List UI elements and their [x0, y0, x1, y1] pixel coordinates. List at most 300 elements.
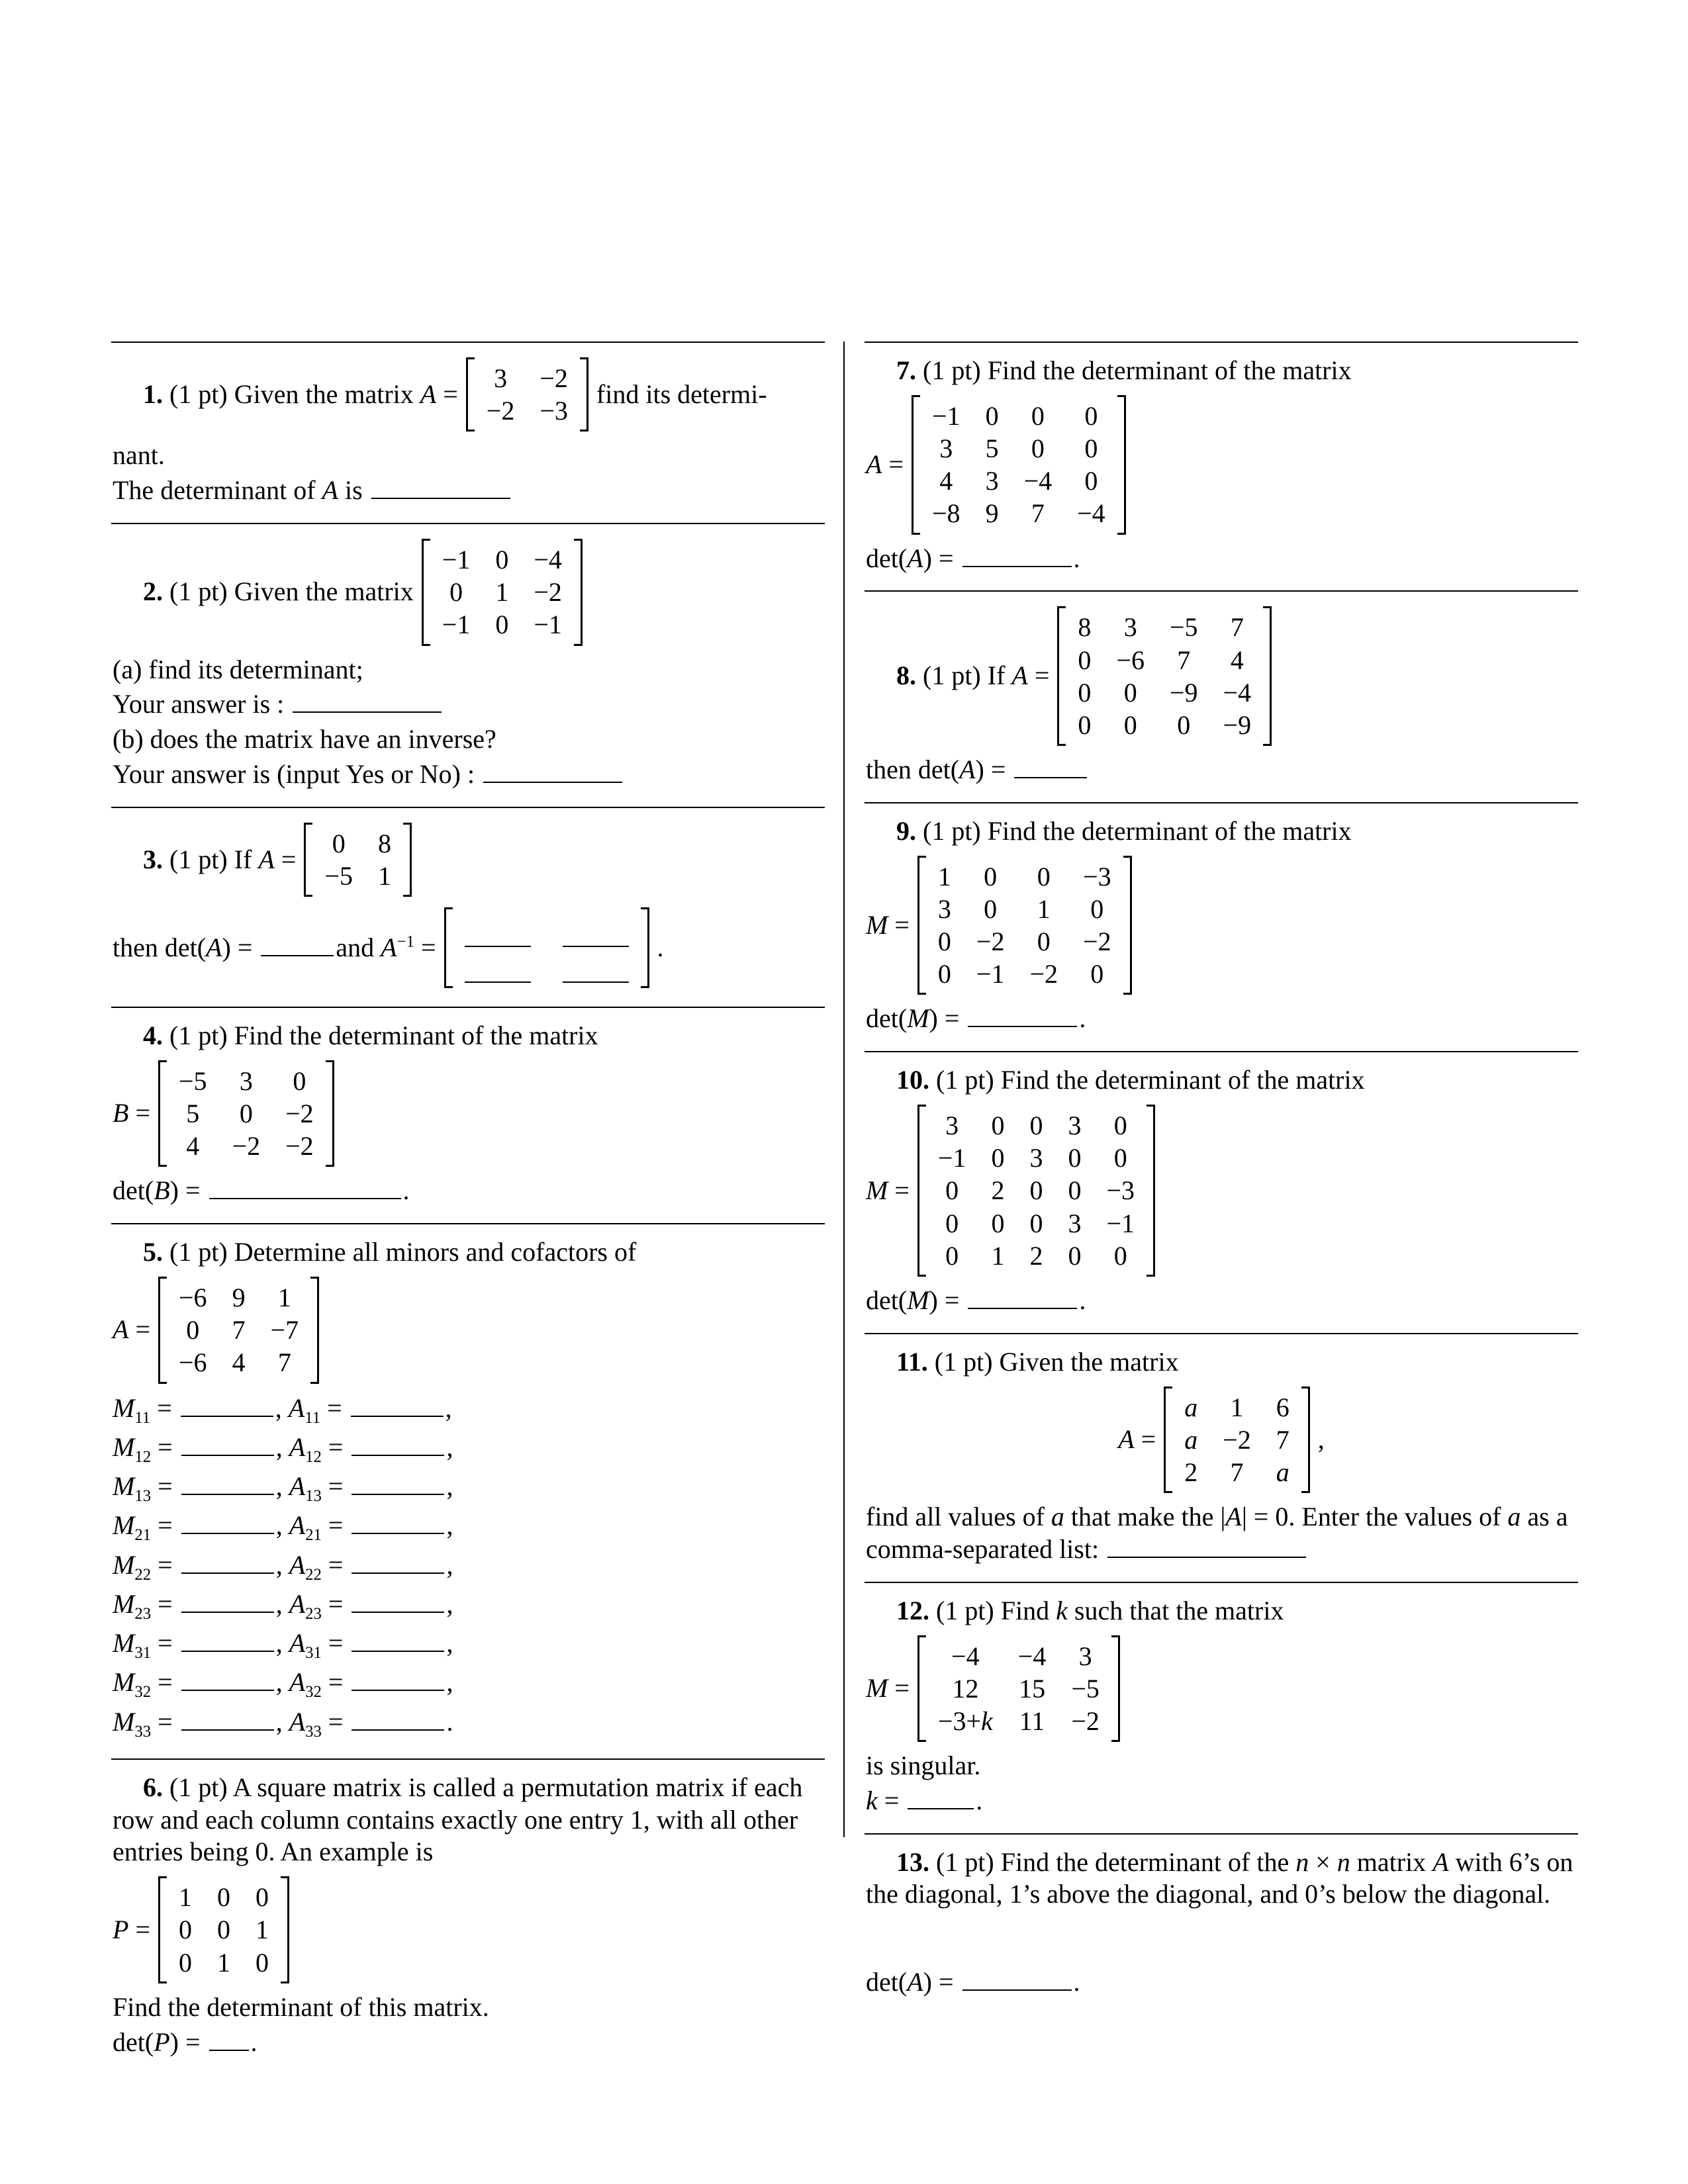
answer-blank	[181, 1670, 274, 1691]
matrix-cell: 1	[377, 860, 391, 891]
problem-11-question	[866, 1501, 1577, 1566]
separator: ,	[275, 1588, 289, 1619]
matrix-right-bracket	[1263, 606, 1272, 746]
matrix-cell: a	[1276, 1457, 1289, 1487]
italic-text: A	[959, 754, 976, 785]
problem-3-intro	[143, 844, 296, 876]
italic-text: M	[866, 909, 888, 940]
answer-blank	[351, 1396, 444, 1417]
matrix-cell: 8	[377, 828, 391, 858]
italic-text: n	[1295, 1846, 1309, 1877]
text-run: =	[882, 449, 904, 479]
matrix-cell: −2	[1071, 1706, 1100, 1736]
problem-4-matrix-line	[113, 1055, 823, 1173]
problem-7-matrix-label	[866, 449, 904, 481]
text-run: =	[888, 1672, 910, 1703]
text-run: 10.	[896, 1065, 929, 1095]
problem-8-matrix	[1057, 606, 1272, 746]
minor-subscript: 12	[134, 1447, 152, 1466]
matrix-cell: 0	[1113, 1143, 1127, 1173]
text-run: ) =	[929, 1003, 966, 1034]
matrix-cell: −3	[1083, 861, 1111, 891]
matrix-cell	[465, 913, 531, 947]
problem-6-text-line	[113, 1991, 823, 2024]
text-run: (1 pt) Find	[929, 1595, 1056, 1625]
answer-blank	[181, 1592, 274, 1613]
italic-text: a	[1051, 1502, 1064, 1532]
text-run: find all values of	[866, 1502, 1051, 1532]
italic-text: M	[907, 1003, 929, 1034]
row-end: ,	[446, 1510, 453, 1541]
matrix-cell: 0	[186, 1315, 200, 1345]
cofactor-symbol: A	[289, 1510, 306, 1541]
matrix-cell: 7	[1230, 1457, 1244, 1487]
equals: =	[150, 1392, 179, 1423]
matrix-cell: −1	[442, 610, 471, 640]
cofactor-subscript: 12	[305, 1447, 322, 1466]
text-run: 9.	[896, 815, 916, 846]
matrix-grid	[1172, 1387, 1301, 1494]
cofactor-subscript: 33	[305, 1722, 322, 1741]
equals: =	[151, 1628, 179, 1659]
problem-5-matrix	[158, 1277, 319, 1384]
minor-subscript: 21	[134, 1526, 152, 1545]
text-run: is singular.	[866, 1751, 981, 1781]
matrix-cell: −1	[442, 544, 471, 574]
matrix-cell: −6	[179, 1283, 207, 1313]
matrix-cell: 0	[1068, 1143, 1082, 1173]
matrix-grid	[312, 823, 403, 897]
cofactor-symbol: A	[289, 1588, 306, 1619]
matrix-cell: 0	[1090, 893, 1104, 924]
problem-13-answer-line	[866, 1966, 1577, 1999]
problem-3-statement-line	[113, 817, 823, 902]
text-run: 13.	[896, 1846, 929, 1877]
separator: ,	[275, 1667, 289, 1698]
italic-text: A	[206, 932, 222, 962]
italic-text: B	[113, 1098, 129, 1128]
text-run: =	[128, 1914, 150, 1944]
matrix-right-bracket	[326, 1060, 334, 1167]
italic-text: a	[1507, 1502, 1521, 1532]
equals: =	[321, 1432, 350, 1462]
problem-1-intro-cont	[596, 379, 767, 411]
answer-blank	[352, 1513, 444, 1534]
matrix-cell: −4	[1223, 677, 1252, 707]
matrix-cell: −1	[976, 959, 1005, 989]
matrix-cell: 3	[1029, 1143, 1043, 1173]
matrix-cell: 15	[1019, 1673, 1046, 1704]
matrix-cell: 3	[945, 1111, 959, 1141]
matrix-right-bracket	[403, 823, 412, 897]
right-column	[865, 341, 1578, 2015]
matrix-cell: 0	[1031, 433, 1045, 463]
answer-blank	[483, 762, 622, 783]
matrix-cell: −2	[285, 1131, 314, 1161]
problem-2-intro	[143, 576, 414, 608]
problem-5-matrix-line	[113, 1271, 823, 1389]
cofactor-subscript: 11	[305, 1408, 321, 1427]
italic-text: k	[1056, 1595, 1068, 1625]
problem-4-matrix	[158, 1060, 334, 1167]
answer-blank	[181, 1513, 274, 1534]
answer-blank	[181, 1435, 274, 1456]
text-run: (1 pt) A square matrix is called a permutation matrix if each row and each column contains exactly one entry 1, with all other entries being 0. An example is	[113, 1772, 803, 1867]
problem-11-matrix-comma	[1318, 1424, 1325, 1456]
matrix-cell: −9	[1223, 709, 1252, 740]
matrix-left-bracket	[158, 1876, 167, 1983]
matrix-cell: 4	[232, 1347, 246, 1378]
problem-9-statement-line	[866, 815, 1577, 848]
row-end: ,	[446, 1628, 453, 1659]
equals: =	[151, 1667, 179, 1698]
matrix-cell: −5	[324, 860, 353, 891]
problem-11-matrix-line	[866, 1381, 1577, 1499]
text-run: =	[128, 1098, 150, 1128]
matrix-cell: 0	[1068, 1240, 1082, 1271]
problem-1-statement-line	[113, 352, 823, 437]
text-run: and	[336, 932, 381, 962]
matrix-cell: −6	[1116, 645, 1145, 675]
text-run: that make the |	[1064, 1502, 1226, 1532]
cofactor-subscript: 31	[305, 1644, 322, 1662]
matrix-left-bracket	[912, 395, 920, 535]
text-run: (1 pt) If	[916, 660, 1012, 691]
minor-cofactor-row	[113, 1471, 823, 1506]
matrix-cell: −4	[1017, 1641, 1047, 1671]
minor-cofactor-row	[113, 1432, 823, 1467]
problem-5-statement-line	[113, 1236, 823, 1269]
problem-4-statement-line	[113, 1020, 823, 1052]
text-run: (1 pt) Find the determinant of the matrix	[916, 815, 1352, 846]
text-run: .	[1073, 1967, 1080, 1997]
matrix-left-bracket	[917, 1105, 926, 1277]
italic-text: A	[907, 543, 923, 573]
text-run: 7.	[896, 355, 916, 385]
matrix-cell: 0	[984, 893, 998, 924]
row-end: ,	[446, 1471, 453, 1502]
matrix-cell: 3	[1123, 612, 1137, 643]
equals: =	[151, 1549, 179, 1580]
text-run: det(	[866, 1285, 908, 1315]
separator: ,	[275, 1432, 289, 1462]
matrix-cell: 0	[1123, 709, 1137, 740]
matrix-cell: 4	[186, 1131, 200, 1161]
matrix-cell: 2	[1029, 1240, 1043, 1271]
problem-8	[865, 590, 1578, 802]
problem-10	[865, 1051, 1578, 1333]
matrix-cell: 7	[232, 1315, 246, 1345]
matrix-cell: 0	[985, 400, 999, 431]
text-run: det(	[113, 2026, 154, 2057]
matrix-cell: 0	[256, 1947, 269, 1978]
problem-6-statement	[113, 1772, 823, 1868]
problem-3-answer-pre	[113, 932, 436, 964]
minor-subscript: 23	[134, 1604, 152, 1623]
cofactor-subscript: 23	[305, 1604, 322, 1623]
answer-blank	[181, 1474, 274, 1495]
matrix-cell: 0	[1037, 927, 1051, 957]
cofactor-symbol: A	[289, 1471, 306, 1502]
text-run: ) =	[975, 754, 1013, 785]
text-run: Your answer is :	[113, 689, 291, 719]
italic-text: A	[420, 379, 437, 409]
matrix-cell: −1	[1106, 1208, 1135, 1238]
minor-subscript: 13	[134, 1487, 152, 1506]
separator: ,	[275, 1628, 289, 1659]
matrix-cell: 0	[217, 1882, 230, 1913]
text-run: is	[338, 475, 369, 506]
matrix-cell: 3	[239, 1066, 253, 1096]
problem-7-answer-line	[866, 543, 1577, 575]
equals: =	[321, 1588, 350, 1619]
matrix-right-bracket	[1147, 1105, 1155, 1277]
answer-blank	[962, 546, 1072, 567]
minor-symbol: M	[113, 1432, 135, 1462]
problem-2-answer-a	[113, 688, 823, 721]
problem-9-matrix	[917, 856, 1132, 995]
minor-subscript: 11	[134, 1408, 151, 1427]
problem-7-matrix-line	[866, 390, 1577, 540]
matrix-left-bracket	[1164, 1387, 1172, 1494]
italic-text: A	[907, 1967, 923, 1997]
column-divider	[843, 341, 845, 1837]
row-end: .	[446, 1706, 453, 1737]
problem-10-statement-line	[866, 1064, 1577, 1097]
matrix-left-bracket	[158, 1060, 167, 1167]
matrix-cell: 0	[991, 1143, 1005, 1173]
problem-11-matrix-label	[1118, 1424, 1156, 1456]
matrix-cell: −3	[539, 396, 568, 426]
matrix-cell: 6	[1276, 1392, 1289, 1422]
problem-10-matrix-label	[866, 1175, 910, 1207]
cofactor-symbol: A	[289, 1432, 306, 1462]
text-run: 8.	[896, 660, 916, 691]
answer-blank	[352, 1592, 444, 1613]
matrix-cell: 1	[256, 1915, 269, 1945]
matrix-cell: 1	[991, 1240, 1005, 1271]
equals: =	[151, 1706, 179, 1737]
text-run: ,	[1317, 1424, 1325, 1454]
equals: =	[151, 1471, 179, 1502]
italic-text: n	[1336, 1846, 1350, 1877]
text-run: (1 pt) Given the matrix	[927, 1346, 1179, 1377]
matrix-cell: 0	[1029, 1208, 1043, 1238]
problem-1-matrix	[466, 357, 588, 432]
matrix-cell: 1	[217, 1947, 230, 1978]
text-run: det(	[866, 543, 908, 573]
cofactor-subscript: 13	[305, 1487, 322, 1506]
problem-2-part-b	[113, 723, 823, 756]
matrix-grid	[1066, 606, 1263, 746]
matrix-cell: 0	[449, 577, 463, 608]
text-run: (1 pt) Find the determinant of the matrix	[916, 355, 1352, 385]
matrix-cell: −1	[937, 1143, 966, 1173]
answer-blank	[352, 1435, 444, 1456]
matrix-grid	[926, 856, 1123, 995]
matrix-right-bracket	[1301, 1387, 1310, 1494]
matrix-cell: −2	[1029, 959, 1058, 989]
answer-blank	[352, 1670, 444, 1691]
left-column	[111, 341, 825, 2074]
text-run: 6.	[143, 1772, 163, 1802]
matrix-right-bracket	[1123, 856, 1132, 995]
text-run: .	[1073, 543, 1080, 573]
text-run: 3.	[143, 844, 163, 874]
matrix-cell: 1	[1230, 1392, 1244, 1422]
matrix-left-bracket	[158, 1277, 167, 1384]
answer-blank	[908, 1788, 974, 1809]
problem-7-matrix	[912, 395, 1126, 535]
cofactor-subscript: 22	[305, 1565, 322, 1584]
matrix-right-bracket	[574, 539, 583, 646]
matrix-cell: 7	[1276, 1424, 1289, 1455]
problem-4-answer-line	[113, 1175, 823, 1207]
problem-12	[865, 1582, 1578, 1833]
equals: =	[321, 1510, 350, 1541]
matrix-grid	[475, 357, 580, 432]
matrix-cell: 0	[984, 861, 998, 891]
matrix-cell: 7	[1177, 645, 1191, 675]
matrix-cell: −3+k	[937, 1706, 993, 1736]
problem-2	[111, 523, 825, 807]
matrix-cell: a	[1184, 1392, 1198, 1422]
matrix-cell: 0	[1113, 1240, 1127, 1271]
matrix-left-bracket	[466, 357, 475, 432]
equals: =	[321, 1706, 350, 1737]
matrix-cell: 0	[239, 1099, 253, 1129]
cofactor-subscript: 32	[305, 1683, 322, 1702]
text-run: matrix	[1350, 1846, 1433, 1877]
superscript: −1	[397, 933, 414, 951]
matrix-grid	[167, 1060, 326, 1167]
text-run: Find the determinant of this matrix.	[113, 1991, 489, 2022]
minor-symbol: M	[113, 1706, 135, 1737]
matrix-cell: −1	[932, 400, 961, 431]
problem-1-text-line	[113, 439, 823, 472]
problem-11-matrix	[1164, 1387, 1310, 1494]
matrix-cell: −2	[285, 1099, 314, 1129]
matrix-cell: −7	[270, 1315, 299, 1345]
italic-text: A	[322, 475, 338, 506]
italic-text: P	[113, 1914, 129, 1944]
matrix-cell: −9	[1169, 677, 1198, 707]
minor-symbol: M	[113, 1588, 135, 1619]
equals: =	[321, 1628, 350, 1659]
problem-12-answer-line	[866, 1785, 1577, 1817]
text-run: ) =	[923, 1967, 961, 1997]
matrix-left-bracket	[422, 539, 430, 646]
matrix-cell: 3	[1078, 1641, 1092, 1671]
italic-text: k	[866, 1785, 878, 1815]
problem-10-answer-line	[866, 1285, 1577, 1317]
answer-blank	[181, 1396, 273, 1417]
minor-cofactor-row	[113, 1392, 823, 1428]
matrix-cell: 3	[494, 363, 508, 393]
row-end: ,	[446, 1588, 453, 1619]
problem-7-statement-line	[866, 355, 1577, 387]
text-run: ) =	[222, 932, 259, 962]
problem-10-matrix-line	[866, 1099, 1577, 1282]
matrix-cell: 1	[1037, 893, 1051, 924]
text-run: (1 pt) Find the determinant of the matrix	[929, 1065, 1365, 1095]
matrix-grid	[453, 907, 641, 988]
italic-text: B	[154, 1175, 170, 1206]
cofactor-symbol: A	[289, 1706, 306, 1737]
matrix-cell: −2	[539, 363, 568, 393]
minor-symbol: M	[113, 1667, 135, 1698]
problem-8-intro	[896, 660, 1049, 692]
separator: ,	[275, 1549, 289, 1580]
problem-6-matrix-label	[113, 1914, 150, 1946]
separator: ,	[275, 1392, 289, 1423]
matrix-cell: 3	[937, 893, 951, 924]
problem-12-statement-line	[866, 1595, 1577, 1627]
matrix-cell: −5	[179, 1066, 207, 1096]
problem-2-matrix	[422, 539, 583, 646]
matrix-cell: 1	[937, 861, 951, 891]
problem-3-matrix	[304, 823, 412, 897]
equals: =	[151, 1588, 179, 1619]
minor-cofactor-row	[113, 1706, 823, 1742]
problem-6-matrix	[158, 1876, 289, 1983]
minor-cofactor-row	[113, 1627, 823, 1663]
answer-blank	[962, 1970, 1072, 1991]
matrix-cell: 0	[937, 927, 951, 957]
matrix-cell: 0	[179, 1947, 192, 1978]
italic-text: M	[907, 1285, 929, 1315]
text-run: (1 pt) Given the matrix	[163, 379, 420, 409]
matrix-cell: −2	[976, 927, 1005, 957]
matrix-left-bracket	[917, 856, 926, 995]
matrix-cell: 0	[1031, 400, 1045, 431]
text-run: such that the matrix	[1067, 1595, 1284, 1625]
problem-1-answer-line	[113, 475, 823, 507]
matrix-cell: 0	[1084, 466, 1098, 496]
matrix-right-bracket	[1117, 395, 1126, 535]
cofactor-symbol: A	[289, 1667, 306, 1698]
text-run: ) =	[923, 543, 961, 573]
matrix-cell: 8	[1078, 612, 1092, 643]
problem-6	[111, 1758, 825, 2075]
matrix-cell: 0	[1037, 861, 1051, 891]
answer-blank	[371, 478, 510, 499]
problem-9-matrix-label	[866, 909, 910, 942]
text-run: =	[414, 932, 436, 962]
equals: =	[321, 1549, 350, 1580]
matrix-cell: 1	[495, 577, 509, 608]
matrix-cell	[465, 948, 531, 983]
minor-cofactor-row	[113, 1588, 823, 1624]
matrix-right-bracket	[310, 1277, 319, 1384]
minor-cofactor-row	[113, 1549, 823, 1585]
matrix-cell: −2	[1223, 1424, 1251, 1455]
text-run: as a comma-separated list:	[866, 1502, 1568, 1564]
problem-2-answer-b	[113, 758, 823, 791]
matrix-cell: 3	[1068, 1208, 1082, 1238]
matrix-cell: 3	[939, 433, 953, 463]
matrix-cell: −4	[1077, 498, 1105, 529]
equals: =	[321, 1471, 350, 1502]
cofactor-symbol: A	[289, 1549, 306, 1580]
matrix-grid	[167, 1876, 281, 1983]
problem-11	[865, 1333, 1578, 1582]
matrix-cell: 2	[1184, 1457, 1198, 1487]
matrix-cell: −4	[534, 544, 562, 574]
matrix-cell: 0	[1123, 677, 1137, 707]
text-run: ) =	[169, 1175, 207, 1206]
text-run: =	[128, 1314, 150, 1345]
